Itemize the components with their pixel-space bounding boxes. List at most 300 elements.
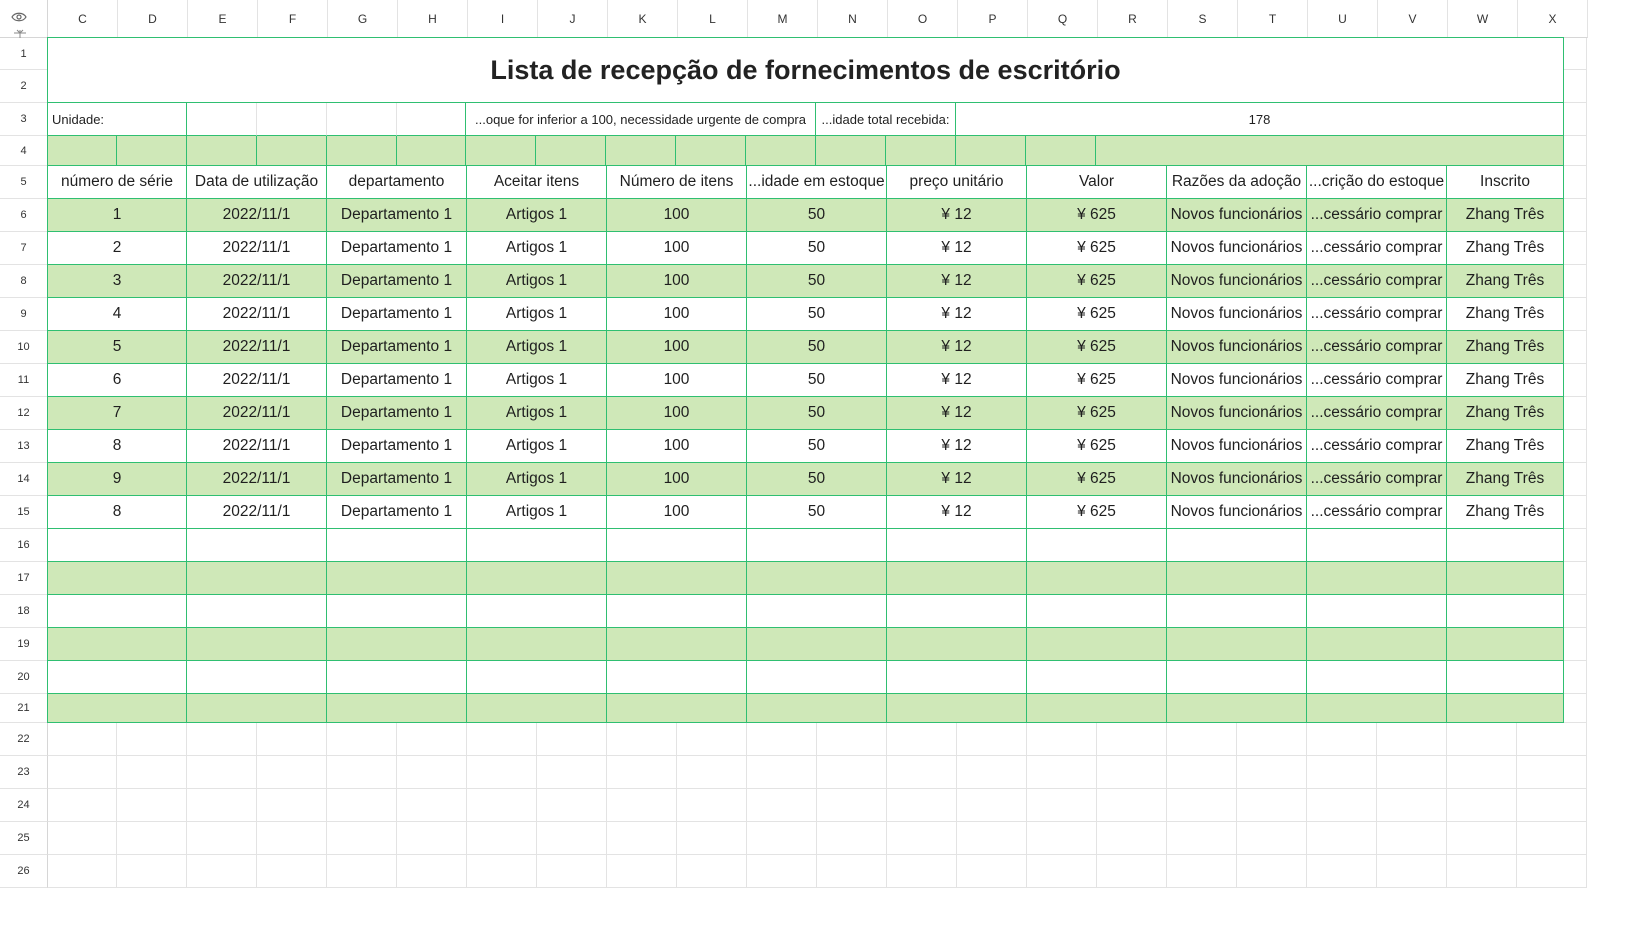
table-header-cell[interactable]: Número de itens bbox=[607, 166, 747, 199]
empty-table-cell[interactable] bbox=[887, 661, 1027, 694]
grid-cell[interactable] bbox=[957, 855, 1027, 888]
table-cell[interactable]: 50 bbox=[747, 364, 887, 397]
empty-table-cell[interactable] bbox=[467, 529, 607, 562]
empty-table-cell[interactable] bbox=[607, 595, 747, 628]
grid-cell[interactable] bbox=[887, 723, 957, 756]
grid-cell[interactable] bbox=[1237, 789, 1307, 822]
grid-cell[interactable] bbox=[817, 789, 887, 822]
column-header[interactable]: V bbox=[1378, 0, 1448, 38]
table-cell[interactable]: 2022/11/1 bbox=[187, 265, 327, 298]
table-cell[interactable]: Novos funcionários bbox=[1167, 265, 1307, 298]
grid-cell[interactable] bbox=[1167, 855, 1237, 888]
grid-cell[interactable] bbox=[1517, 789, 1587, 822]
empty-table-cell[interactable] bbox=[467, 694, 607, 723]
grid-cell[interactable] bbox=[887, 789, 957, 822]
row-header[interactable]: 11 bbox=[0, 364, 48, 397]
grid-cell[interactable] bbox=[1097, 723, 1167, 756]
band-cell[interactable] bbox=[466, 136, 536, 166]
grid-cell[interactable] bbox=[397, 756, 467, 789]
empty-table-cell[interactable] bbox=[1027, 595, 1167, 628]
grid-cell[interactable] bbox=[747, 822, 817, 855]
grid-cell[interactable] bbox=[747, 723, 817, 756]
band-cell[interactable] bbox=[327, 136, 397, 166]
grid-cell[interactable] bbox=[1517, 723, 1587, 756]
grid-cell[interactable] bbox=[117, 789, 187, 822]
grid-cell[interactable] bbox=[1447, 756, 1517, 789]
row-header[interactable]: 7 bbox=[0, 232, 48, 265]
empty-table-cell[interactable] bbox=[47, 661, 187, 694]
column-header[interactable]: O bbox=[888, 0, 958, 38]
grid-cell[interactable] bbox=[887, 756, 957, 789]
empty-table-cell[interactable] bbox=[327, 529, 467, 562]
grid-cell[interactable] bbox=[1167, 756, 1237, 789]
empty-table-cell[interactable] bbox=[607, 529, 747, 562]
empty-table-cell[interactable] bbox=[1307, 529, 1447, 562]
empty-table-cell[interactable] bbox=[1307, 562, 1447, 595]
table-cell[interactable]: ...cessário comprar bbox=[1307, 265, 1447, 298]
grid-cell[interactable] bbox=[1517, 822, 1587, 855]
grid-cell[interactable] bbox=[1377, 723, 1447, 756]
empty-table-cell[interactable] bbox=[1027, 694, 1167, 723]
table-cell[interactable]: ...cessário comprar bbox=[1307, 232, 1447, 265]
grid-cell[interactable] bbox=[1447, 822, 1517, 855]
grid-cell[interactable] bbox=[397, 822, 467, 855]
grid-cell[interactable] bbox=[817, 756, 887, 789]
empty-table-cell[interactable] bbox=[747, 661, 887, 694]
column-header[interactable]: I bbox=[468, 0, 538, 38]
table-cell[interactable]: 2 bbox=[47, 232, 187, 265]
row-header[interactable]: 2 bbox=[0, 70, 48, 103]
table-cell[interactable]: 6 bbox=[47, 364, 187, 397]
grid-cell[interactable] bbox=[1097, 855, 1167, 888]
grid-cell[interactable] bbox=[537, 756, 607, 789]
grid-cell[interactable] bbox=[1447, 723, 1517, 756]
table-cell[interactable]: ...cessário comprar bbox=[1307, 364, 1447, 397]
row-header[interactable]: 22 bbox=[0, 723, 48, 756]
table-cell[interactable]: ¥ 12 bbox=[887, 463, 1027, 496]
column-header[interactable]: E bbox=[188, 0, 258, 38]
table-cell[interactable]: 50 bbox=[747, 232, 887, 265]
band-cell[interactable] bbox=[676, 136, 746, 166]
empty-table-cell[interactable] bbox=[47, 694, 187, 723]
empty-table-cell[interactable] bbox=[887, 694, 1027, 723]
empty-table-cell[interactable] bbox=[1167, 661, 1307, 694]
table-cell[interactable]: 2022/11/1 bbox=[187, 430, 327, 463]
grid-cell[interactable] bbox=[187, 723, 257, 756]
column-header[interactable]: C bbox=[48, 0, 118, 38]
table-cell[interactable]: ¥ 625 bbox=[1027, 331, 1167, 364]
empty-table-cell[interactable] bbox=[187, 562, 327, 595]
grid-cell[interactable] bbox=[747, 789, 817, 822]
grid-cell[interactable] bbox=[327, 756, 397, 789]
table-header-cell[interactable]: número de série bbox=[47, 166, 187, 199]
table-cell[interactable]: ...cessário comprar bbox=[1307, 430, 1447, 463]
row-header[interactable]: 3 bbox=[0, 103, 48, 136]
table-cell[interactable]: ...cessário comprar bbox=[1307, 199, 1447, 232]
table-cell[interactable]: Departamento 1 bbox=[327, 199, 467, 232]
row-header[interactable]: 5 bbox=[0, 166, 48, 199]
grid-cell[interactable] bbox=[117, 756, 187, 789]
empty-table-cell[interactable] bbox=[747, 562, 887, 595]
band-cell[interactable] bbox=[257, 136, 327, 166]
table-cell[interactable]: Novos funcionários bbox=[1167, 430, 1307, 463]
unit-value-cell[interactable] bbox=[397, 103, 466, 136]
table-cell[interactable]: Artigos 1 bbox=[467, 298, 607, 331]
table-header-cell[interactable]: departamento bbox=[327, 166, 467, 199]
grid-cell[interactable] bbox=[1097, 789, 1167, 822]
empty-table-cell[interactable] bbox=[1027, 628, 1167, 661]
empty-table-cell[interactable] bbox=[747, 628, 887, 661]
grid-cell[interactable] bbox=[257, 756, 327, 789]
grid-cell[interactable] bbox=[677, 789, 747, 822]
grid-cell[interactable] bbox=[887, 822, 957, 855]
band-cell[interactable] bbox=[816, 136, 886, 166]
empty-table-cell[interactable] bbox=[467, 562, 607, 595]
empty-table-cell[interactable] bbox=[467, 661, 607, 694]
grid-cell[interactable] bbox=[47, 822, 117, 855]
empty-table-cell[interactable] bbox=[467, 595, 607, 628]
column-header[interactable]: T bbox=[1238, 0, 1308, 38]
empty-table-cell[interactable] bbox=[1307, 694, 1447, 723]
sheet-title[interactable]: Lista de recepção de fornecimentos de escritório bbox=[47, 37, 1564, 103]
table-cell[interactable]: Zhang Três bbox=[1447, 232, 1564, 265]
row-header[interactable]: 9 bbox=[0, 298, 48, 331]
band-cell[interactable] bbox=[1026, 136, 1096, 166]
table-cell[interactable]: Departamento 1 bbox=[327, 364, 467, 397]
table-cell[interactable]: Artigos 1 bbox=[467, 430, 607, 463]
grid-cell[interactable] bbox=[47, 789, 117, 822]
table-cell[interactable]: Departamento 1 bbox=[327, 298, 467, 331]
grid-cell[interactable] bbox=[467, 822, 537, 855]
column-header[interactable]: F bbox=[258, 0, 328, 38]
grid-cell[interactable] bbox=[47, 756, 117, 789]
grid-cell[interactable] bbox=[1027, 756, 1097, 789]
table-cell[interactable]: Zhang Três bbox=[1447, 331, 1564, 364]
table-cell[interactable]: ...cessário comprar bbox=[1307, 331, 1447, 364]
stock-note[interactable]: ...oque for inferior a 100, necessidade urgente de compra bbox=[466, 103, 816, 136]
table-cell[interactable]: 50 bbox=[747, 298, 887, 331]
grid-cell[interactable] bbox=[47, 723, 117, 756]
band-cell[interactable] bbox=[956, 136, 1026, 166]
empty-table-cell[interactable] bbox=[187, 628, 327, 661]
row-header[interactable]: 19 bbox=[0, 628, 48, 661]
table-cell[interactable]: Departamento 1 bbox=[327, 496, 467, 529]
grid-cell[interactable] bbox=[1377, 756, 1447, 789]
grid-cell[interactable] bbox=[1307, 822, 1377, 855]
grid-cell[interactable] bbox=[607, 756, 677, 789]
grid-cell[interactable] bbox=[1167, 723, 1237, 756]
table-cell[interactable]: Artigos 1 bbox=[467, 364, 607, 397]
table-cell[interactable]: 50 bbox=[747, 199, 887, 232]
empty-table-cell[interactable] bbox=[887, 595, 1027, 628]
grid-cell[interactable] bbox=[957, 723, 1027, 756]
table-cell[interactable]: ¥ 625 bbox=[1027, 199, 1167, 232]
grid-cell[interactable] bbox=[607, 723, 677, 756]
grid-cell[interactable] bbox=[257, 789, 327, 822]
table-cell[interactable]: Novos funcionários bbox=[1167, 496, 1307, 529]
table-cell[interactable]: ¥ 625 bbox=[1027, 298, 1167, 331]
row-header[interactable]: 12 bbox=[0, 397, 48, 430]
table-cell[interactable]: 100 bbox=[607, 232, 747, 265]
table-cell[interactable]: Novos funcionários bbox=[1167, 199, 1307, 232]
table-cell[interactable]: ¥ 12 bbox=[887, 199, 1027, 232]
grid-cell[interactable] bbox=[257, 822, 327, 855]
grid-cell[interactable] bbox=[1517, 756, 1587, 789]
empty-table-cell[interactable] bbox=[1447, 529, 1564, 562]
band-cell[interactable] bbox=[886, 136, 956, 166]
empty-table-cell[interactable] bbox=[187, 694, 327, 723]
empty-table-cell[interactable] bbox=[1167, 562, 1307, 595]
table-cell[interactable]: 5 bbox=[47, 331, 187, 364]
grid-cell[interactable] bbox=[467, 789, 537, 822]
column-header[interactable]: P bbox=[958, 0, 1028, 38]
empty-table-cell[interactable] bbox=[607, 628, 747, 661]
table-cell[interactable]: 2022/11/1 bbox=[187, 232, 327, 265]
empty-table-cell[interactable] bbox=[1307, 595, 1447, 628]
grid-cell[interactable] bbox=[1237, 855, 1307, 888]
grid-cell[interactable] bbox=[887, 855, 957, 888]
empty-table-cell[interactable] bbox=[47, 628, 187, 661]
grid-cell[interactable] bbox=[747, 855, 817, 888]
band-cell[interactable] bbox=[606, 136, 676, 166]
table-cell[interactable]: 2022/11/1 bbox=[187, 496, 327, 529]
column-header[interactable]: L bbox=[678, 0, 748, 38]
total-received-value[interactable]: 178 bbox=[956, 103, 1564, 136]
grid-cell[interactable] bbox=[607, 855, 677, 888]
empty-table-cell[interactable] bbox=[887, 562, 1027, 595]
table-cell[interactable]: Artigos 1 bbox=[467, 331, 607, 364]
table-cell[interactable]: Novos funcionários bbox=[1167, 397, 1307, 430]
table-cell[interactable]: ¥ 625 bbox=[1027, 430, 1167, 463]
empty-table-cell[interactable] bbox=[187, 661, 327, 694]
empty-table-cell[interactable] bbox=[1167, 595, 1307, 628]
empty-table-cell[interactable] bbox=[47, 562, 187, 595]
grid-cell[interactable] bbox=[1307, 855, 1377, 888]
grid-cell[interactable] bbox=[1307, 723, 1377, 756]
table-cell[interactable]: Zhang Três bbox=[1447, 364, 1564, 397]
table-header-cell[interactable]: ...crição do estoque bbox=[1307, 166, 1447, 199]
table-cell[interactable]: 2022/11/1 bbox=[187, 364, 327, 397]
grid-cell[interactable] bbox=[187, 855, 257, 888]
row-header[interactable]: 21 bbox=[0, 694, 48, 723]
table-cell[interactable]: Artigos 1 bbox=[467, 199, 607, 232]
grid-cell[interactable] bbox=[397, 855, 467, 888]
row-header[interactable]: 17 bbox=[0, 562, 48, 595]
grid-cell[interactable] bbox=[117, 855, 187, 888]
table-cell[interactable]: Departamento 1 bbox=[327, 430, 467, 463]
table-cell[interactable]: Departamento 1 bbox=[327, 232, 467, 265]
column-header[interactable]: H bbox=[398, 0, 468, 38]
table-cell[interactable]: Artigos 1 bbox=[467, 496, 607, 529]
grid-cell[interactable] bbox=[957, 756, 1027, 789]
grid-cell[interactable] bbox=[1377, 855, 1447, 888]
table-cell[interactable]: ¥ 12 bbox=[887, 364, 1027, 397]
empty-table-cell[interactable] bbox=[1307, 661, 1447, 694]
empty-table-cell[interactable] bbox=[607, 661, 747, 694]
table-cell[interactable]: ...cessário comprar bbox=[1307, 298, 1447, 331]
table-cell[interactable]: Novos funcionários bbox=[1167, 463, 1307, 496]
grid-cell[interactable] bbox=[817, 855, 887, 888]
table-cell[interactable]: 2022/11/1 bbox=[187, 298, 327, 331]
band-cell[interactable] bbox=[397, 136, 466, 166]
grid-cell[interactable] bbox=[607, 822, 677, 855]
empty-table-cell[interactable] bbox=[1167, 694, 1307, 723]
column-header[interactable]: W bbox=[1448, 0, 1518, 38]
table-cell[interactable]: 4 bbox=[47, 298, 187, 331]
grid-cell[interactable] bbox=[467, 723, 537, 756]
empty-table-cell[interactable] bbox=[1167, 628, 1307, 661]
table-header-cell[interactable]: Aceitar itens bbox=[467, 166, 607, 199]
grid-cell[interactable] bbox=[1027, 855, 1097, 888]
grid-cell[interactable] bbox=[467, 756, 537, 789]
unit-value-cell[interactable] bbox=[327, 103, 397, 136]
row-header[interactable]: 4 bbox=[0, 136, 48, 166]
table-cell[interactable]: Zhang Três bbox=[1447, 496, 1564, 529]
grid-cell[interactable] bbox=[327, 723, 397, 756]
empty-table-cell[interactable] bbox=[747, 529, 887, 562]
grid-cell[interactable] bbox=[1237, 756, 1307, 789]
grid-cell[interactable] bbox=[327, 822, 397, 855]
grid-cell[interactable] bbox=[677, 822, 747, 855]
table-header-cell[interactable]: ...idade em estoque bbox=[747, 166, 887, 199]
column-header[interactable]: K bbox=[608, 0, 678, 38]
band-cell[interactable] bbox=[187, 136, 257, 166]
table-cell[interactable]: 1 bbox=[47, 199, 187, 232]
table-cell[interactable]: ¥ 625 bbox=[1027, 397, 1167, 430]
grid-cell[interactable] bbox=[467, 855, 537, 888]
table-cell[interactable]: ¥ 12 bbox=[887, 496, 1027, 529]
table-cell[interactable]: Artigos 1 bbox=[467, 265, 607, 298]
empty-table-cell[interactable] bbox=[887, 628, 1027, 661]
unit-value-cell[interactable] bbox=[257, 103, 327, 136]
table-cell[interactable]: ¥ 12 bbox=[887, 331, 1027, 364]
grid-cell[interactable] bbox=[397, 723, 467, 756]
table-cell[interactable]: Zhang Três bbox=[1447, 463, 1564, 496]
table-cell[interactable]: 50 bbox=[747, 430, 887, 463]
empty-table-cell[interactable] bbox=[47, 595, 187, 628]
grid-cell[interactable] bbox=[47, 855, 117, 888]
grid-cell[interactable] bbox=[1027, 723, 1097, 756]
empty-table-cell[interactable] bbox=[47, 529, 187, 562]
empty-table-cell[interactable] bbox=[1447, 694, 1564, 723]
empty-table-cell[interactable] bbox=[747, 694, 887, 723]
empty-table-cell[interactable] bbox=[187, 595, 327, 628]
row-header[interactable]: 10 bbox=[0, 331, 48, 364]
grid-cell[interactable] bbox=[1447, 789, 1517, 822]
table-header-cell[interactable]: preço unitário bbox=[887, 166, 1027, 199]
column-header[interactable]: Q bbox=[1028, 0, 1098, 38]
band-cell[interactable] bbox=[1096, 136, 1564, 166]
band-cell[interactable] bbox=[746, 136, 816, 166]
table-cell[interactable]: Novos funcionários bbox=[1167, 331, 1307, 364]
row-header[interactable]: 8 bbox=[0, 265, 48, 298]
unit-value-cell[interactable] bbox=[187, 103, 257, 136]
band-cell[interactable] bbox=[47, 136, 117, 166]
grid-cell[interactable] bbox=[1377, 822, 1447, 855]
grid-cell[interactable] bbox=[257, 855, 327, 888]
table-cell[interactable]: 100 bbox=[607, 430, 747, 463]
row-header[interactable]: 16 bbox=[0, 529, 48, 562]
empty-table-cell[interactable] bbox=[327, 562, 467, 595]
empty-table-cell[interactable] bbox=[1167, 529, 1307, 562]
empty-table-cell[interactable] bbox=[467, 628, 607, 661]
table-cell[interactable]: 2022/11/1 bbox=[187, 397, 327, 430]
table-cell[interactable]: ¥ 12 bbox=[887, 430, 1027, 463]
table-cell[interactable]: Departamento 1 bbox=[327, 463, 467, 496]
grid-cell[interactable] bbox=[187, 756, 257, 789]
row-header[interactable]: 26 bbox=[0, 855, 48, 888]
column-header[interactable]: M bbox=[748, 0, 818, 38]
table-header-cell[interactable]: Valor bbox=[1027, 166, 1167, 199]
row-header[interactable]: 1 bbox=[0, 38, 48, 70]
grid-cell[interactable] bbox=[117, 723, 187, 756]
table-cell[interactable]: ¥ 12 bbox=[887, 298, 1027, 331]
empty-table-cell[interactable] bbox=[1447, 661, 1564, 694]
grid-cell[interactable] bbox=[677, 855, 747, 888]
table-cell[interactable]: ¥ 12 bbox=[887, 265, 1027, 298]
table-cell[interactable]: 100 bbox=[607, 265, 747, 298]
table-cell[interactable]: Zhang Três bbox=[1447, 397, 1564, 430]
grid-cell[interactable] bbox=[1237, 822, 1307, 855]
grid-cell[interactable] bbox=[1167, 789, 1237, 822]
table-cell[interactable]: 50 bbox=[747, 397, 887, 430]
grid-cell[interactable] bbox=[187, 789, 257, 822]
table-cell[interactable]: 7 bbox=[47, 397, 187, 430]
row-header[interactable]: 14 bbox=[0, 463, 48, 496]
table-cell[interactable]: ...cessário comprar bbox=[1307, 496, 1447, 529]
grid-cell[interactable] bbox=[537, 855, 607, 888]
grid-cell[interactable] bbox=[1027, 822, 1097, 855]
empty-table-cell[interactable] bbox=[187, 529, 327, 562]
empty-table-cell[interactable] bbox=[887, 529, 1027, 562]
empty-table-cell[interactable] bbox=[327, 661, 467, 694]
table-cell[interactable]: 2022/11/1 bbox=[187, 199, 327, 232]
grid-cell[interactable] bbox=[1447, 855, 1517, 888]
column-header[interactable]: S bbox=[1168, 0, 1238, 38]
row-header[interactable]: 13 bbox=[0, 430, 48, 463]
table-cell[interactable]: Artigos 1 bbox=[467, 397, 607, 430]
column-header[interactable]: R bbox=[1098, 0, 1168, 38]
empty-table-cell[interactable] bbox=[1027, 529, 1167, 562]
table-cell[interactable]: 100 bbox=[607, 364, 747, 397]
table-header-cell[interactable]: Data de utilização bbox=[187, 166, 327, 199]
grid-cell[interactable] bbox=[957, 822, 1027, 855]
grid-cell[interactable] bbox=[257, 723, 327, 756]
table-header-cell[interactable]: Inscrito bbox=[1447, 166, 1564, 199]
empty-table-cell[interactable] bbox=[607, 562, 747, 595]
table-cell[interactable]: 50 bbox=[747, 265, 887, 298]
grid-cell[interactable] bbox=[1097, 756, 1167, 789]
table-cell[interactable]: 100 bbox=[607, 331, 747, 364]
table-cell[interactable]: ¥ 12 bbox=[887, 232, 1027, 265]
column-header[interactable]: J bbox=[538, 0, 608, 38]
table-cell[interactable]: ¥ 625 bbox=[1027, 463, 1167, 496]
row-header[interactable]: 20 bbox=[0, 661, 48, 694]
column-header[interactable]: N bbox=[818, 0, 888, 38]
table-cell[interactable]: Artigos 1 bbox=[467, 232, 607, 265]
table-cell[interactable]: 50 bbox=[747, 496, 887, 529]
table-cell[interactable]: 50 bbox=[747, 331, 887, 364]
grid-cell[interactable] bbox=[1307, 756, 1377, 789]
grid-cell[interactable] bbox=[1517, 855, 1587, 888]
table-cell[interactable]: ¥ 625 bbox=[1027, 496, 1167, 529]
grid-cell[interactable] bbox=[747, 756, 817, 789]
grid-cell[interactable] bbox=[607, 789, 677, 822]
table-cell[interactable]: 8 bbox=[47, 496, 187, 529]
grid-cell[interactable] bbox=[1167, 822, 1237, 855]
grid-cell[interactable] bbox=[397, 789, 467, 822]
table-cell[interactable]: ...cessário comprar bbox=[1307, 463, 1447, 496]
